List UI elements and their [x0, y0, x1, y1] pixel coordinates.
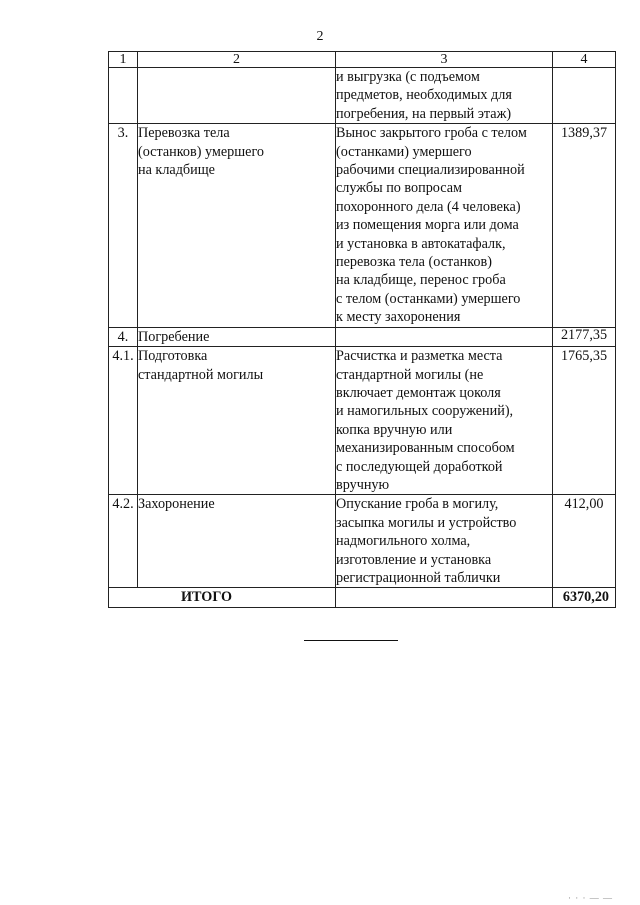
end-of-document-line — [304, 640, 398, 641]
service-name: Погребение — [138, 327, 336, 346]
service-description: и выгрузка (с подъемом предметов, необходимых для погребения, на первый этаж) — [336, 68, 553, 124]
service-description — [336, 327, 553, 346]
total-empty-cell — [336, 588, 553, 607]
page-number: 2 — [316, 29, 324, 44]
service-price: 412,00 — [553, 495, 616, 588]
table-header-row — [109, 52, 616, 68]
table-row — [109, 68, 616, 124]
row-number: 4.1. — [109, 347, 138, 495]
table-row — [109, 495, 616, 588]
service-description: Расчистка и разметка места стандартной могилы (не включает демонтаж цоколя и намогильных сооружений), копка вручную или механизированным способом с последующей доработкой вручную — [336, 347, 553, 495]
row-number: 4. — [109, 327, 138, 346]
total-price: 6370,20 — [553, 588, 616, 607]
table-row — [109, 124, 616, 327]
service-name — [138, 68, 336, 124]
cost-table — [108, 51, 616, 608]
row-number: 3. — [109, 124, 138, 327]
service-price: 1765,35 — [553, 347, 616, 495]
total-row — [109, 588, 616, 607]
service-name: Перевозка тела (останков) умершего на кладбище — [138, 124, 336, 327]
table-row — [109, 327, 616, 346]
service-price: 1389,37 — [553, 124, 616, 327]
header-col-1: 1 — [109, 52, 138, 68]
service-price: 2177,35 — [553, 327, 616, 346]
total-label: ИТОГО — [109, 588, 336, 607]
service-name: Подготовка стандартной могилы — [138, 347, 336, 495]
header-col-2: 2 — [138, 52, 336, 68]
service-price — [553, 68, 616, 124]
header-col-3: 3 — [336, 52, 553, 68]
scan-artifact: · · · — — — [568, 893, 613, 903]
service-description: Опускание гроба в могилу, засыпка могилы и устройство надмогильного холма, изготовление и установка регистрационной таблички — [336, 495, 553, 588]
row-number — [109, 68, 138, 124]
row-number: 4.2. — [109, 495, 138, 588]
header-col-4: 4 — [553, 52, 616, 68]
table-row — [109, 347, 616, 495]
service-description: Вынос закрытого гроба с телом (останками) умершего рабочими специализированной службы по вопросам похоронного дела (4 человека) из помещения морга или дома и установка в автокатафалк, перевозка тела (останков) на кладбище, перенос гроба с телом (останками) умершего к месту захоронения — [336, 124, 553, 327]
service-name: Захоронение — [138, 495, 336, 588]
